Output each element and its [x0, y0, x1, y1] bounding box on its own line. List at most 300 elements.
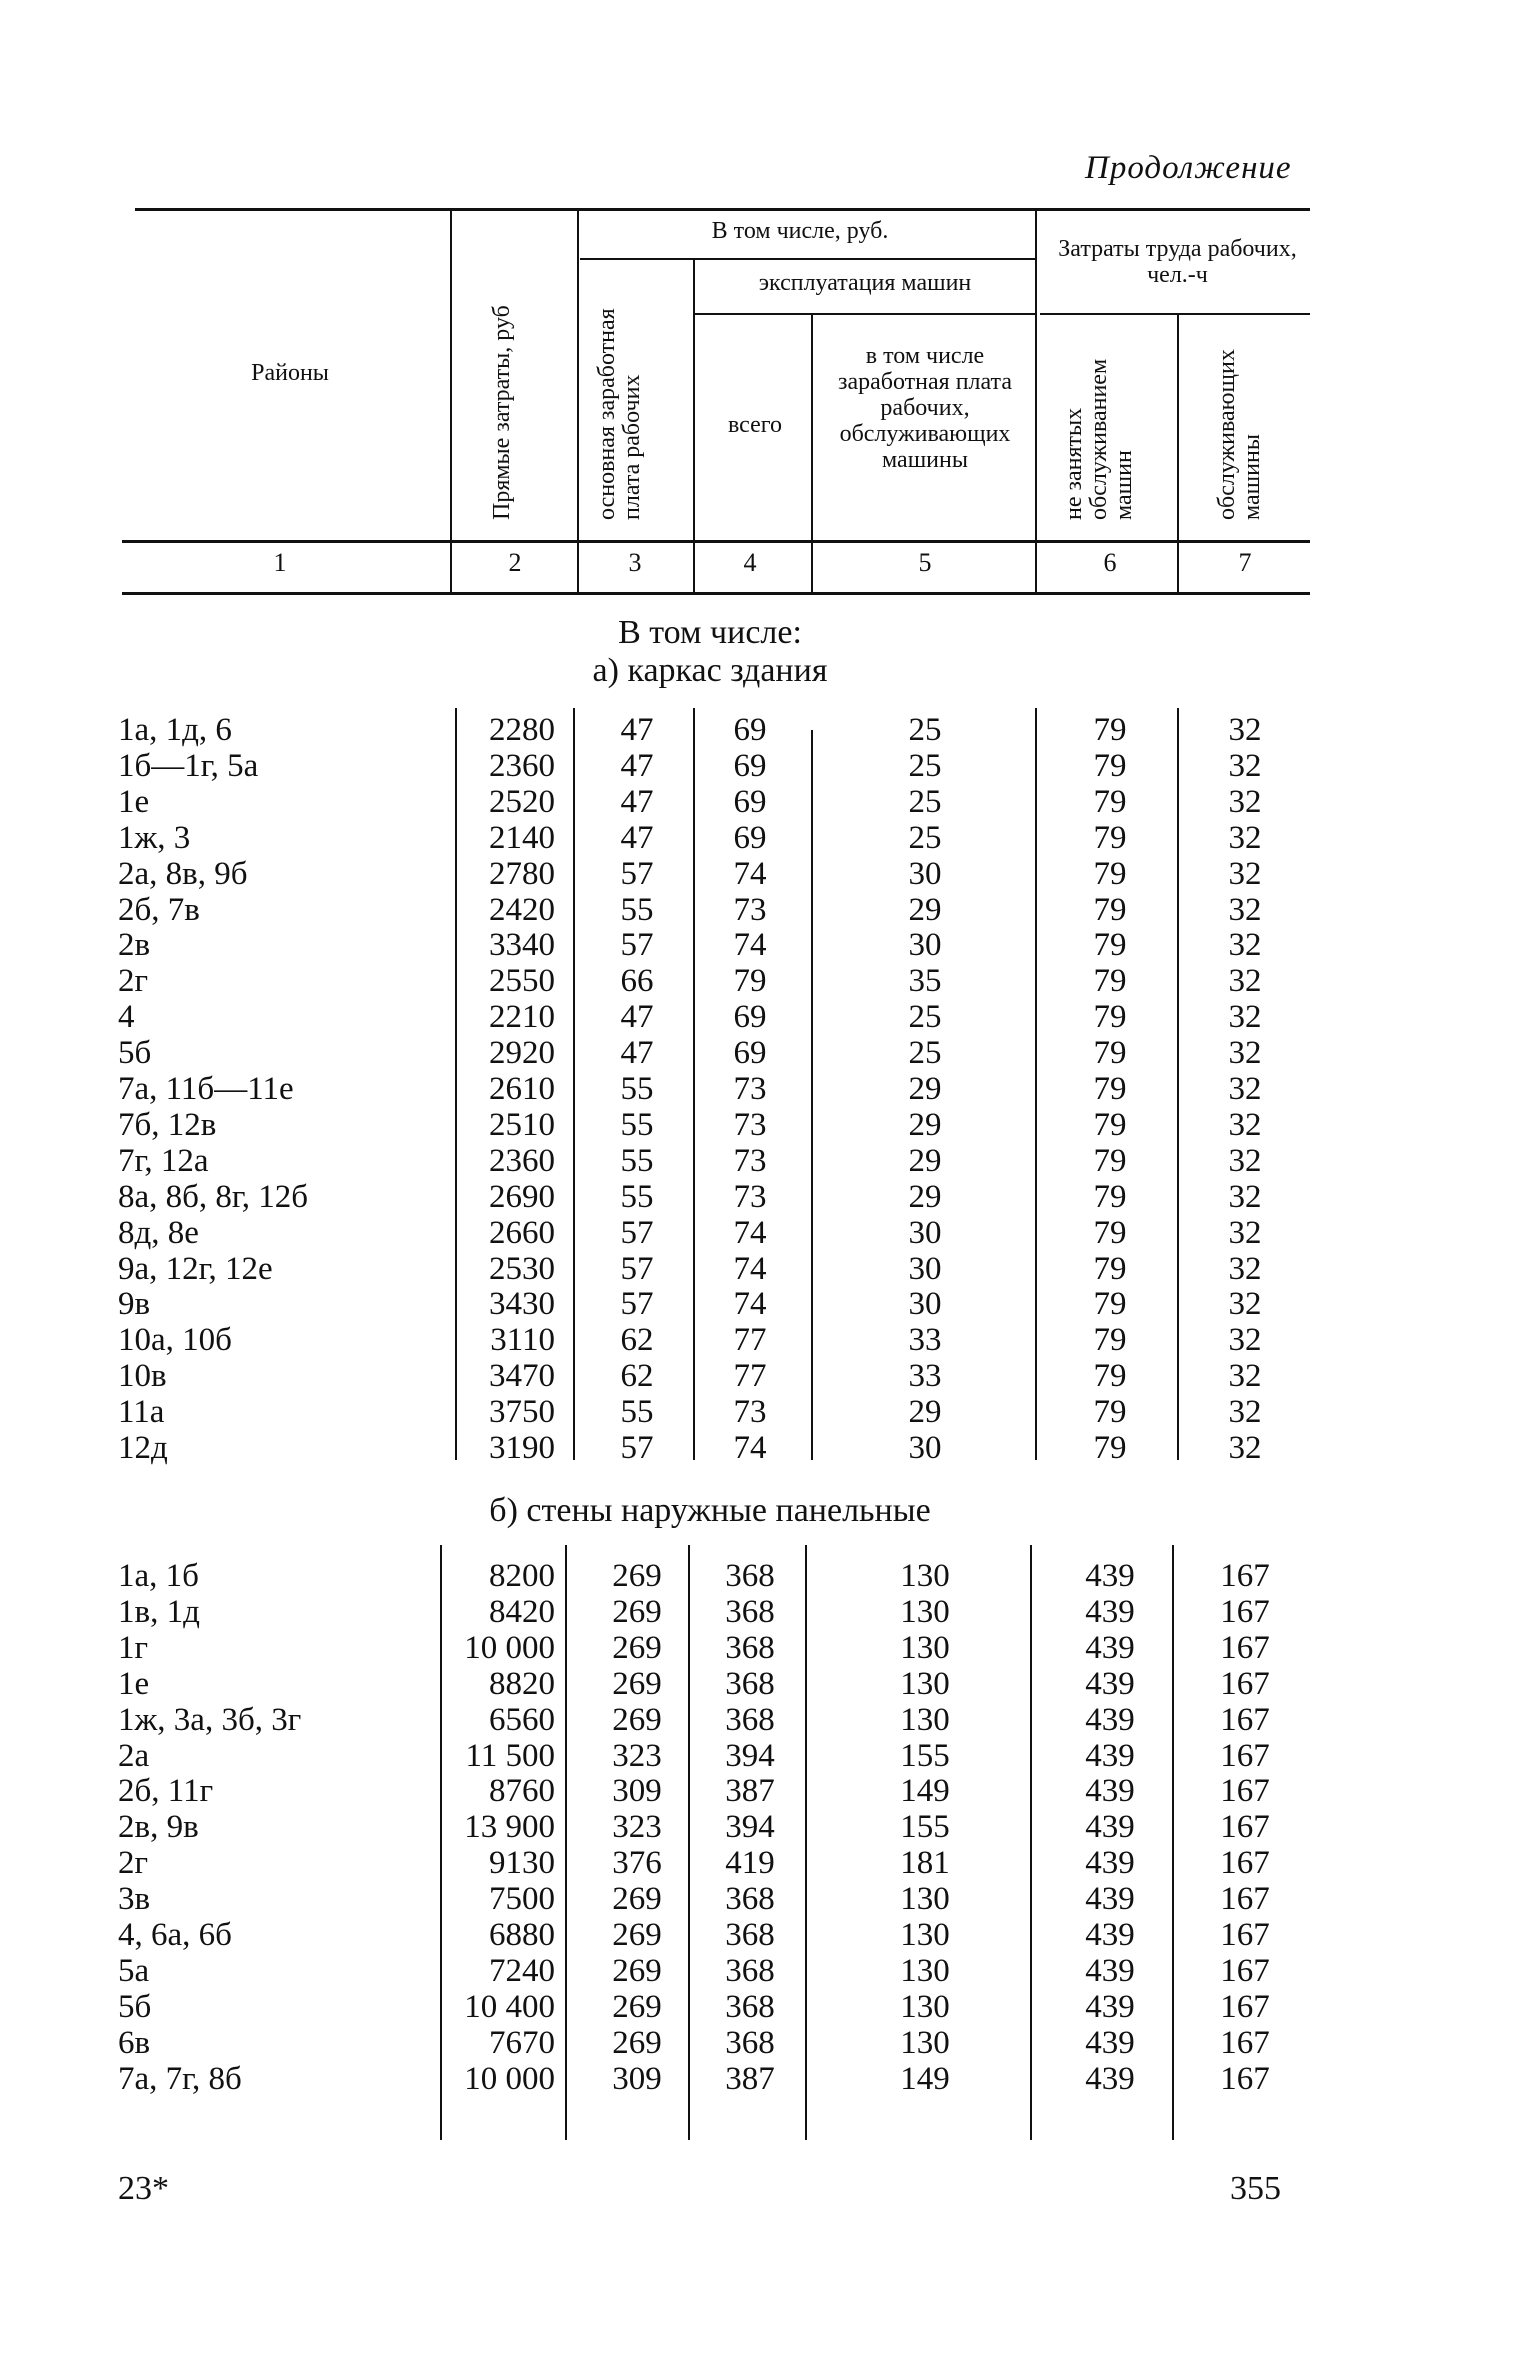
- table-row: [0, 1881, 1520, 1917]
- labor-machines-cell: 32: [1228, 819, 1262, 856]
- labor-machines-cell: 32: [1228, 1178, 1262, 1215]
- region-cell: 9а, 12г, 12е: [118, 1250, 273, 1287]
- region-cell: 3в: [118, 1881, 151, 1918]
- labor-not-machines-cell: 79: [1093, 1142, 1127, 1179]
- labor-machines-cell: 167: [1220, 1701, 1270, 1738]
- direct-costs-cell: 8760: [489, 1773, 555, 1810]
- machine-salary-cell: 130: [900, 1558, 950, 1594]
- region-cell: 10в: [118, 1358, 167, 1395]
- machine-salary-cell: 29: [908, 1106, 942, 1143]
- labor-machines-cell: 167: [1220, 2024, 1270, 2061]
- machine-salary-cell: 130: [900, 1988, 950, 2025]
- base-salary-cell: 47: [620, 1035, 654, 1072]
- region-cell: 2а, 8в, 9б: [118, 855, 248, 892]
- labor-machines-cell: 167: [1220, 1629, 1270, 1666]
- machine-salary-cell: 30: [908, 927, 942, 964]
- header-machines-rule: [695, 313, 1035, 315]
- machine-salary-cell: 130: [900, 1665, 950, 1702]
- table-row: [0, 1666, 1520, 1702]
- region-cell: 1а, 1б: [118, 1558, 199, 1594]
- labor-machines-cell: 32: [1228, 891, 1262, 928]
- machine-total-cell: 368: [725, 2024, 775, 2061]
- labor-machines-cell: 32: [1228, 855, 1262, 892]
- machine-salary-cell: 25: [908, 1035, 942, 1072]
- labor-not-machines-cell: 439: [1085, 1988, 1135, 2025]
- region-cell: 2в, 9в: [118, 1809, 199, 1846]
- region-cell: 1а, 1д, 6: [118, 712, 232, 748]
- region-cell: 4, 6а, 6б: [118, 1917, 232, 1953]
- labor-not-machines-cell: 79: [1093, 963, 1127, 1000]
- machine-total-cell: 368: [725, 1593, 775, 1630]
- base-salary-cell: 269: [612, 1593, 662, 1630]
- header-bottom-rule: [122, 540, 1310, 543]
- machine-salary-cell: 25: [908, 747, 942, 784]
- table-row: [0, 1738, 1520, 1774]
- base-salary-cell: 57: [620, 1430, 654, 1466]
- base-salary-cell: 55: [620, 1142, 654, 1179]
- labor-not-machines-cell: 79: [1093, 1250, 1127, 1287]
- header-regions: Районы: [251, 360, 329, 386]
- machine-salary-cell: 35: [908, 963, 942, 1000]
- labor-not-machines-cell: 439: [1085, 1952, 1135, 1989]
- labor-machines-cell: 167: [1220, 1558, 1270, 1594]
- direct-costs-cell: 3190: [489, 1430, 555, 1466]
- section-b-title: б) стены наружные панельные: [489, 1492, 931, 1529]
- base-salary-cell: 269: [612, 1665, 662, 1702]
- table-row: [0, 1394, 1520, 1430]
- machine-salary-cell: 130: [900, 1917, 950, 1953]
- table-row: [0, 1251, 1520, 1287]
- table-row: [0, 1035, 1520, 1071]
- base-salary-cell: 66: [620, 963, 654, 1000]
- direct-costs-cell: 11 500: [465, 1737, 555, 1774]
- table-row: [0, 1430, 1520, 1466]
- direct-costs-cell: 8200: [489, 1558, 555, 1594]
- table-row: [0, 927, 1520, 963]
- labor-machines-cell: 167: [1220, 1737, 1270, 1774]
- machine-salary-cell: 130: [900, 1629, 950, 1666]
- machine-total-cell: 69: [733, 712, 767, 748]
- header-labor-rule: [1040, 313, 1310, 315]
- machine-total-cell: 368: [725, 1952, 775, 1989]
- labor-not-machines-cell: 79: [1093, 747, 1127, 784]
- direct-costs-cell: 2280: [489, 712, 555, 748]
- labor-machines-cell: 167: [1220, 1952, 1270, 1989]
- machine-total-cell: 74: [733, 1430, 767, 1466]
- labor-not-machines-cell: 439: [1085, 2024, 1135, 2061]
- machine-total-cell: 69: [733, 819, 767, 856]
- base-salary-cell: 376: [612, 1845, 662, 1882]
- region-cell: 7а, 11б—11е: [118, 1071, 294, 1107]
- base-salary-cell: 62: [620, 1358, 654, 1395]
- base-salary-cell: 57: [620, 1214, 654, 1251]
- direct-costs-cell: 2660: [489, 1214, 555, 1251]
- column-number-5: 5: [918, 548, 932, 577]
- labor-machines-cell: 167: [1220, 1665, 1270, 1702]
- machine-salary-cell: 130: [900, 2024, 950, 2061]
- base-salary-cell: 323: [612, 1737, 662, 1774]
- header-vline-6: [1177, 315, 1179, 593]
- base-salary-cell: 269: [612, 1881, 662, 1918]
- machine-total-cell: 368: [725, 1701, 775, 1738]
- machine-total-cell: 394: [725, 1809, 775, 1846]
- labor-machines-cell: 167: [1220, 2060, 1270, 2097]
- region-cell: 5а: [118, 1952, 150, 1989]
- table-row: [0, 1773, 1520, 1809]
- region-cell: 1е: [118, 1665, 150, 1702]
- region-cell: 1г: [118, 1629, 149, 1666]
- machine-total-cell: 69: [733, 999, 767, 1036]
- direct-costs-cell: 10 000: [464, 1629, 555, 1666]
- region-cell: 10а, 10б: [118, 1322, 232, 1359]
- region-cell: 1ж, 3а, 3б, 3г: [118, 1701, 302, 1738]
- machine-salary-cell: 29: [908, 1071, 942, 1107]
- machine-total-cell: 368: [725, 1917, 775, 1953]
- labor-machines-cell: 32: [1228, 927, 1262, 964]
- region-cell: 7г, 12а: [118, 1142, 209, 1179]
- labor-not-machines-cell: 439: [1085, 1593, 1135, 1630]
- machine-salary-cell: 25: [908, 819, 942, 856]
- header-labor-costs: Затраты труда рабочих, чел.-ч: [1058, 236, 1297, 288]
- machine-salary-cell: 30: [908, 1214, 942, 1251]
- labor-not-machines-cell: 439: [1085, 1558, 1135, 1594]
- table-row: [0, 999, 1520, 1035]
- labor-machines-cell: 167: [1220, 1773, 1270, 1810]
- labor-not-machines-cell: 439: [1085, 1917, 1135, 1953]
- machine-total-cell: 368: [725, 1665, 775, 1702]
- region-cell: 7а, 7г, 8б: [118, 2060, 242, 2097]
- labor-not-machines-cell: 79: [1093, 1071, 1127, 1107]
- section-a-title: а) каркас здания: [592, 652, 828, 689]
- direct-costs-cell: 10 000: [464, 2060, 555, 2097]
- column-number-2: 2: [508, 548, 522, 577]
- machine-total-cell: 73: [733, 1071, 767, 1107]
- column-numbers-rule: [122, 592, 1310, 595]
- labor-machines-cell: 32: [1228, 783, 1262, 820]
- region-cell: 9в: [118, 1286, 151, 1323]
- machine-total-cell: 368: [725, 1881, 775, 1918]
- direct-costs-cell: 7240: [489, 1952, 555, 1989]
- table-row: [0, 1917, 1520, 1953]
- region-cell: 2б, 7в: [118, 891, 200, 928]
- machine-total-cell: 73: [733, 891, 767, 928]
- labor-machines-cell: 32: [1228, 1250, 1262, 1287]
- labor-machines-cell: 32: [1228, 1394, 1262, 1431]
- header-base-salary: основная заработная плата рабочих: [594, 308, 645, 520]
- machine-salary-cell: 25: [908, 999, 942, 1036]
- machine-total-cell: 69: [733, 747, 767, 784]
- direct-costs-cell: 3340: [489, 927, 555, 964]
- region-cell: 11а: [118, 1394, 165, 1431]
- direct-costs-cell: 2210: [489, 999, 555, 1036]
- table-row: [0, 748, 1520, 784]
- base-salary-cell: 47: [620, 819, 654, 856]
- region-cell: 4: [118, 999, 135, 1036]
- machine-total-cell: 69: [733, 1035, 767, 1072]
- base-salary-cell: 55: [620, 1178, 654, 1215]
- header-machine-operation: эксплуатация машин: [758, 270, 972, 296]
- direct-costs-cell: 13 900: [464, 1809, 555, 1846]
- labor-not-machines-cell: 439: [1085, 1629, 1135, 1666]
- base-salary-cell: 55: [620, 1071, 654, 1107]
- labor-machines-cell: 32: [1228, 999, 1262, 1036]
- base-salary-cell: 269: [612, 2024, 662, 2061]
- labor-machines-cell: 32: [1228, 1430, 1262, 1466]
- direct-costs-cell: 3110: [490, 1322, 555, 1359]
- base-salary-cell: 47: [620, 783, 654, 820]
- machine-total-cell: 74: [733, 927, 767, 964]
- labor-machines-cell: 32: [1228, 1071, 1262, 1107]
- labor-not-machines-cell: 79: [1093, 1106, 1127, 1143]
- base-salary-cell: 309: [612, 2060, 662, 2097]
- header-vline-1: [450, 210, 452, 593]
- labor-not-machines-cell: 79: [1093, 819, 1127, 856]
- header-including-rub: В том числе, руб.: [711, 218, 889, 244]
- labor-not-machines-cell: 79: [1093, 1322, 1127, 1359]
- direct-costs-cell: 2360: [489, 1142, 555, 1179]
- direct-costs-cell: 2550: [489, 963, 555, 1000]
- labor-machines-cell: 32: [1228, 1142, 1262, 1179]
- table-row: [0, 1702, 1520, 1738]
- header-vline-5: [1035, 210, 1037, 593]
- base-salary-cell: 269: [612, 1558, 662, 1594]
- labor-machines-cell: 167: [1220, 1881, 1270, 1918]
- labor-not-machines-cell: 79: [1093, 1286, 1127, 1323]
- region-cell: 2г: [118, 1845, 149, 1882]
- direct-costs-cell: 2780: [489, 855, 555, 892]
- region-cell: 2а: [118, 1737, 150, 1774]
- base-salary-cell: 269: [612, 1988, 662, 2025]
- table-row: [0, 1322, 1520, 1358]
- region-cell: 1е: [118, 783, 150, 820]
- machine-salary-cell: 155: [900, 1809, 950, 1846]
- region-cell: 5б: [118, 1035, 152, 1072]
- table-row: [0, 856, 1520, 892]
- signature-mark: 23*: [118, 2170, 169, 2207]
- machine-salary-cell: 29: [908, 1142, 942, 1179]
- labor-machines-cell: 32: [1228, 1358, 1262, 1395]
- table-row: [0, 1953, 1520, 1989]
- labor-machines-cell: 32: [1228, 1286, 1262, 1323]
- region-cell: 8д, 8е: [118, 1214, 199, 1251]
- machine-total-cell: 73: [733, 1394, 767, 1431]
- table-row: [0, 1809, 1520, 1845]
- labor-not-machines-cell: 79: [1093, 999, 1127, 1036]
- table-row: [0, 784, 1520, 820]
- direct-costs-cell: 7500: [489, 1881, 555, 1918]
- header-labor-machines: обслуживающих машины: [1214, 349, 1265, 520]
- machine-salary-cell: 130: [900, 1701, 950, 1738]
- column-number-6: 6: [1103, 548, 1117, 577]
- labor-machines-cell: 167: [1220, 1845, 1270, 1882]
- machine-salary-cell: 130: [900, 1881, 950, 1918]
- base-salary-cell: 269: [612, 1629, 662, 1666]
- labor-not-machines-cell: 79: [1093, 1394, 1127, 1431]
- direct-costs-cell: 2530: [489, 1250, 555, 1287]
- labor-not-machines-cell: 79: [1093, 1214, 1127, 1251]
- labor-not-machines-cell: 439: [1085, 1773, 1135, 1810]
- base-salary-cell: 55: [620, 891, 654, 928]
- direct-costs-cell: 7670: [489, 2024, 555, 2061]
- machine-total-cell: 387: [725, 1773, 775, 1810]
- table-row: [0, 1107, 1520, 1143]
- region-cell: 12д: [118, 1430, 168, 1466]
- machine-total-cell: 77: [733, 1358, 767, 1395]
- table-row: [0, 963, 1520, 999]
- labor-not-machines-cell: 439: [1085, 1809, 1135, 1846]
- machine-salary-cell: 130: [900, 1593, 950, 1630]
- machine-total-cell: 69: [733, 783, 767, 820]
- header-labor-not-machines: не занятых обслуживанием машин: [1061, 358, 1137, 520]
- column-number-1: 1: [273, 548, 287, 577]
- machine-salary-cell: 29: [908, 1394, 942, 1431]
- labor-machines-cell: 32: [1228, 1214, 1262, 1251]
- table-row: [0, 1071, 1520, 1107]
- region-cell: 1в, 1д: [118, 1593, 200, 1630]
- base-salary-cell: 269: [612, 1952, 662, 1989]
- machine-total-cell: 368: [725, 1558, 775, 1594]
- direct-costs-cell: 6560: [489, 1701, 555, 1738]
- labor-not-machines-cell: 439: [1085, 1737, 1135, 1774]
- labor-machines-cell: 167: [1220, 1593, 1270, 1630]
- machine-total-cell: 419: [725, 1845, 775, 1882]
- section-intro: В том числе:: [618, 614, 802, 651]
- table-row: [0, 1215, 1520, 1251]
- base-salary-cell: 47: [620, 747, 654, 784]
- region-cell: 7б, 12в: [118, 1106, 217, 1143]
- table-row: [0, 1358, 1520, 1394]
- base-salary-cell: 57: [620, 1286, 654, 1323]
- machine-salary-cell: 25: [908, 783, 942, 820]
- base-salary-cell: 309: [612, 1773, 662, 1810]
- labor-not-machines-cell: 79: [1093, 1430, 1127, 1466]
- table-row: [0, 2061, 1520, 2097]
- region-cell: 8а, 8б, 8г, 12б: [118, 1178, 309, 1215]
- header-machine-salary: в том числе заработная плата рабочих, обслуживающих машины: [838, 343, 1012, 473]
- machine-salary-cell: 33: [908, 1322, 942, 1359]
- labor-machines-cell: 167: [1220, 1917, 1270, 1953]
- machine-total-cell: 74: [733, 1214, 767, 1251]
- machine-total-cell: 74: [733, 1286, 767, 1323]
- labor-machines-cell: 32: [1228, 1322, 1262, 1359]
- table-row: [0, 1989, 1520, 2025]
- table-row: [0, 1286, 1520, 1322]
- labor-machines-cell: 32: [1228, 747, 1262, 784]
- base-salary-cell: 269: [612, 1917, 662, 1953]
- region-cell: 2г: [118, 963, 149, 1000]
- machine-total-cell: 74: [733, 855, 767, 892]
- header-vline-4: [811, 315, 813, 593]
- labor-not-machines-cell: 79: [1093, 1035, 1127, 1072]
- labor-not-machines-cell: 79: [1093, 855, 1127, 892]
- base-salary-cell: 57: [620, 1250, 654, 1287]
- table-row: [0, 892, 1520, 928]
- machine-salary-cell: 30: [908, 855, 942, 892]
- labor-not-machines-cell: 79: [1093, 891, 1127, 928]
- base-salary-cell: 47: [620, 999, 654, 1036]
- machine-salary-cell: 130: [900, 1952, 950, 1989]
- machine-salary-cell: 30: [908, 1250, 942, 1287]
- region-cell: 1ж, 3: [118, 819, 191, 856]
- header-top-rule: [135, 208, 1310, 211]
- machine-total-cell: 368: [725, 1629, 775, 1666]
- header-group-rule: [580, 258, 1035, 260]
- machine-salary-cell: 149: [900, 1773, 950, 1810]
- base-salary-cell: 57: [620, 855, 654, 892]
- machine-total-cell: 73: [733, 1142, 767, 1179]
- header-machine-total: всего: [727, 412, 783, 438]
- column-number-3: 3: [628, 548, 642, 577]
- header-direct-costs: Прямые затраты, руб: [489, 305, 515, 520]
- direct-costs-cell: 8820: [489, 1665, 555, 1702]
- labor-not-machines-cell: 79: [1093, 1358, 1127, 1395]
- base-salary-cell: 269: [612, 1701, 662, 1738]
- machine-total-cell: 77: [733, 1322, 767, 1359]
- table-row: [0, 1558, 1520, 1594]
- labor-machines-cell: 167: [1220, 1988, 1270, 2025]
- region-cell: 1б—1г, 5а: [118, 747, 259, 784]
- direct-costs-cell: 3470: [489, 1358, 555, 1395]
- machine-total-cell: 74: [733, 1250, 767, 1287]
- page-number: 355: [1230, 2170, 1281, 2207]
- region-cell: 2б, 11г: [118, 1773, 214, 1810]
- table-row: [0, 1845, 1520, 1881]
- base-salary-cell: 55: [620, 1394, 654, 1431]
- machine-total-cell: 368: [725, 1988, 775, 2025]
- direct-costs-cell: 2420: [489, 891, 555, 928]
- table-row: [0, 2025, 1520, 2061]
- table-row: [0, 1143, 1520, 1179]
- direct-costs-cell: 9130: [489, 1845, 555, 1882]
- region-cell: 5б: [118, 1988, 152, 2025]
- labor-not-machines-cell: 79: [1093, 712, 1127, 748]
- direct-costs-cell: 2920: [489, 1035, 555, 1072]
- labor-not-machines-cell: 79: [1093, 927, 1127, 964]
- direct-costs-cell: 2690: [489, 1178, 555, 1215]
- direct-costs-cell: 2140: [489, 819, 555, 856]
- labor-machines-cell: 32: [1228, 1035, 1262, 1072]
- machine-salary-cell: 149: [900, 2060, 950, 2097]
- direct-costs-cell: 3750: [489, 1394, 555, 1431]
- machine-total-cell: 79: [733, 963, 767, 1000]
- header-vline-2: [577, 210, 579, 593]
- machine-salary-cell: 30: [908, 1286, 942, 1323]
- table-row: [0, 712, 1520, 748]
- header-vline-3: [693, 260, 695, 593]
- table-row: [0, 1179, 1520, 1215]
- labor-not-machines-cell: 79: [1093, 1178, 1127, 1215]
- direct-costs-cell: 2510: [489, 1106, 555, 1143]
- machine-salary-cell: 33: [908, 1358, 942, 1395]
- direct-costs-cell: 3430: [489, 1286, 555, 1323]
- labor-not-machines-cell: 439: [1085, 2060, 1135, 2097]
- labor-not-machines-cell: 439: [1085, 1665, 1135, 1702]
- region-cell: 2в: [118, 927, 151, 964]
- labor-machines-cell: 32: [1228, 712, 1262, 748]
- labor-not-machines-cell: 439: [1085, 1881, 1135, 1918]
- table-row: [0, 1630, 1520, 1666]
- machine-total-cell: 73: [733, 1178, 767, 1215]
- machine-total-cell: 73: [733, 1106, 767, 1143]
- machine-salary-cell: 25: [908, 712, 942, 748]
- column-number-7: 7: [1238, 548, 1252, 577]
- labor-machines-cell: 167: [1220, 1809, 1270, 1846]
- base-salary-cell: 57: [620, 927, 654, 964]
- column-number-4: 4: [743, 548, 757, 577]
- table-row: [0, 1594, 1520, 1630]
- direct-costs-cell: 2360: [489, 747, 555, 784]
- direct-costs-cell: 10 400: [464, 1988, 555, 2025]
